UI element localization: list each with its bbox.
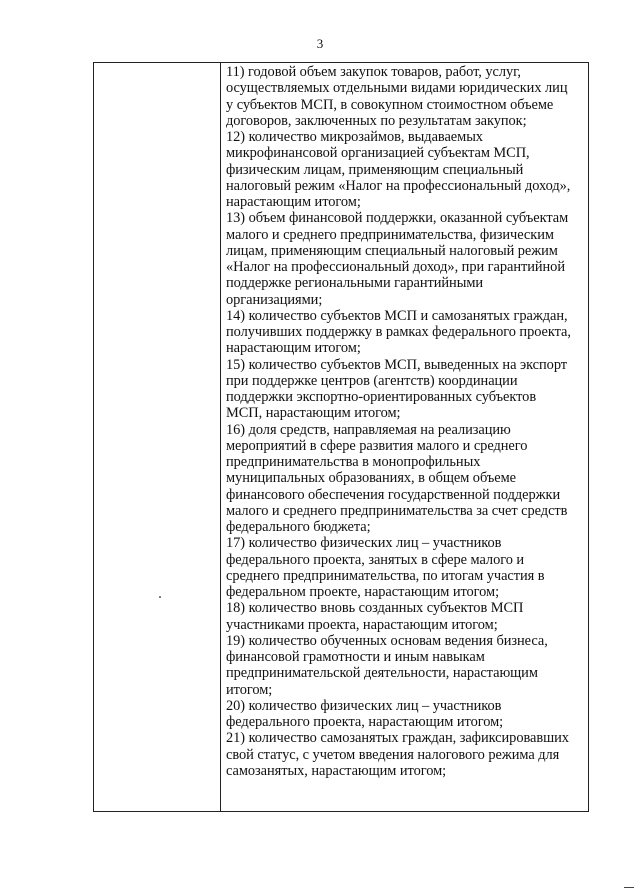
document-table — [93, 62, 589, 812]
text-line: у субъектов МСП, в совокупном стоимостном объеме — [226, 96, 554, 113]
text-line: 21) количество самозанятых граждан, зафиксировавших — [226, 730, 569, 747]
text-line: нарастающим итогом; — [226, 194, 361, 210]
table-right-cell — [226, 64, 586, 779]
text-line: организациями; — [226, 291, 323, 308]
text-line: нарастающим итогом; — [226, 340, 361, 357]
table-left-cell — [94, 63, 220, 811]
text-line: федеральном проекте, нарастающим итогом; — [226, 584, 500, 600]
text-line: муниципальных образованиях, в общем объеме — [226, 470, 516, 487]
text-line: малого и среднего предпринимательства, физическим — [226, 226, 554, 243]
text-line: «Налог на профессиональный доход», при гарантийной — [226, 259, 565, 275]
text-line: мероприятий в сфере развития малого и среднего — [226, 437, 528, 454]
text-line: получивших поддержку в рамках федерального проекта, — [226, 324, 571, 340]
text-line: 11) годовой объем закупок товаров, работ, услуг, — [226, 64, 521, 80]
text-line: свой статус, с учетом введения налогового режима для — [226, 746, 560, 763]
text-line: налоговый режим «Налог на профессиональный доход», — [226, 177, 571, 194]
text-line: 15) количество субъектов МСП, выведенных на экспорт — [226, 356, 568, 373]
text-line: финансового обеспечения государственной поддержки — [226, 486, 561, 503]
text-line: 18) количество вновь созданных субъектов МСП — [226, 600, 524, 617]
scan-speck — [159, 596, 161, 598]
text-line: осуществляемых отдельными видами юридических лиц — [226, 80, 568, 97]
text-line: 12) количество микрозаймов, выдаваемых — [226, 129, 483, 145]
text-line: МСП, нарастающим итогом; — [226, 405, 401, 422]
text-line: предпринимательства в монопрофильных — [226, 454, 481, 470]
text-line: 16) доля средств, направляемая на реализацию — [226, 421, 511, 438]
text-line: федерального проекта, нарастающим итогом; — [226, 714, 504, 730]
text-line: 17) количество физических лиц – участников — [226, 535, 502, 552]
text-line: федерального проекта, занятых в сфере малого и — [226, 551, 525, 568]
text-line: при поддержке центров (агентств) координации — [226, 372, 518, 389]
text-line: финансовой грамотности и иным навыкам — [226, 649, 485, 665]
text-line: договоров, заключенных по результатам закупок; — [226, 112, 527, 129]
text-line: поддержки экспортно-ориентированных субъектов — [226, 389, 537, 405]
text-line: самозанятых, нарастающим итогом; — [226, 762, 447, 779]
text-line: микрофинансовой организацией субъектам МСП, — [226, 145, 530, 162]
text-line: лицам, применяющим специальный налоговый режим — [226, 242, 558, 259]
corner-mark — [624, 887, 634, 888]
text-line: федерального бюджета; — [226, 519, 371, 535]
text-line: малого и среднего предпринимательства за счет средств — [226, 502, 568, 519]
text-line: поддержке региональными гарантийными — [226, 275, 484, 292]
text-line: среднего предпринимательства, по итогам участия в — [226, 567, 545, 584]
page-number: 3 — [316, 36, 324, 51]
text-line: физическим лицам, применяющим специальный — [226, 161, 524, 178]
text-line: 20) количество физических лиц – участников — [226, 697, 502, 714]
column-divider — [220, 63, 221, 811]
text-line: предпринимательской деятельности, нарастающим — [226, 665, 538, 682]
text-line: 19) количество обученных основам ведения бизнеса, — [226, 632, 548, 649]
text-line: 13) объем финансовой поддержки, оказанной субъектам — [226, 210, 569, 227]
text-line: итогом; — [226, 681, 273, 698]
text-line: участниками проекта, нарастающим итогом; — [226, 616, 498, 633]
text-line: 14) количество субъектов МСП и самозанятых граждан, — [226, 307, 568, 324]
